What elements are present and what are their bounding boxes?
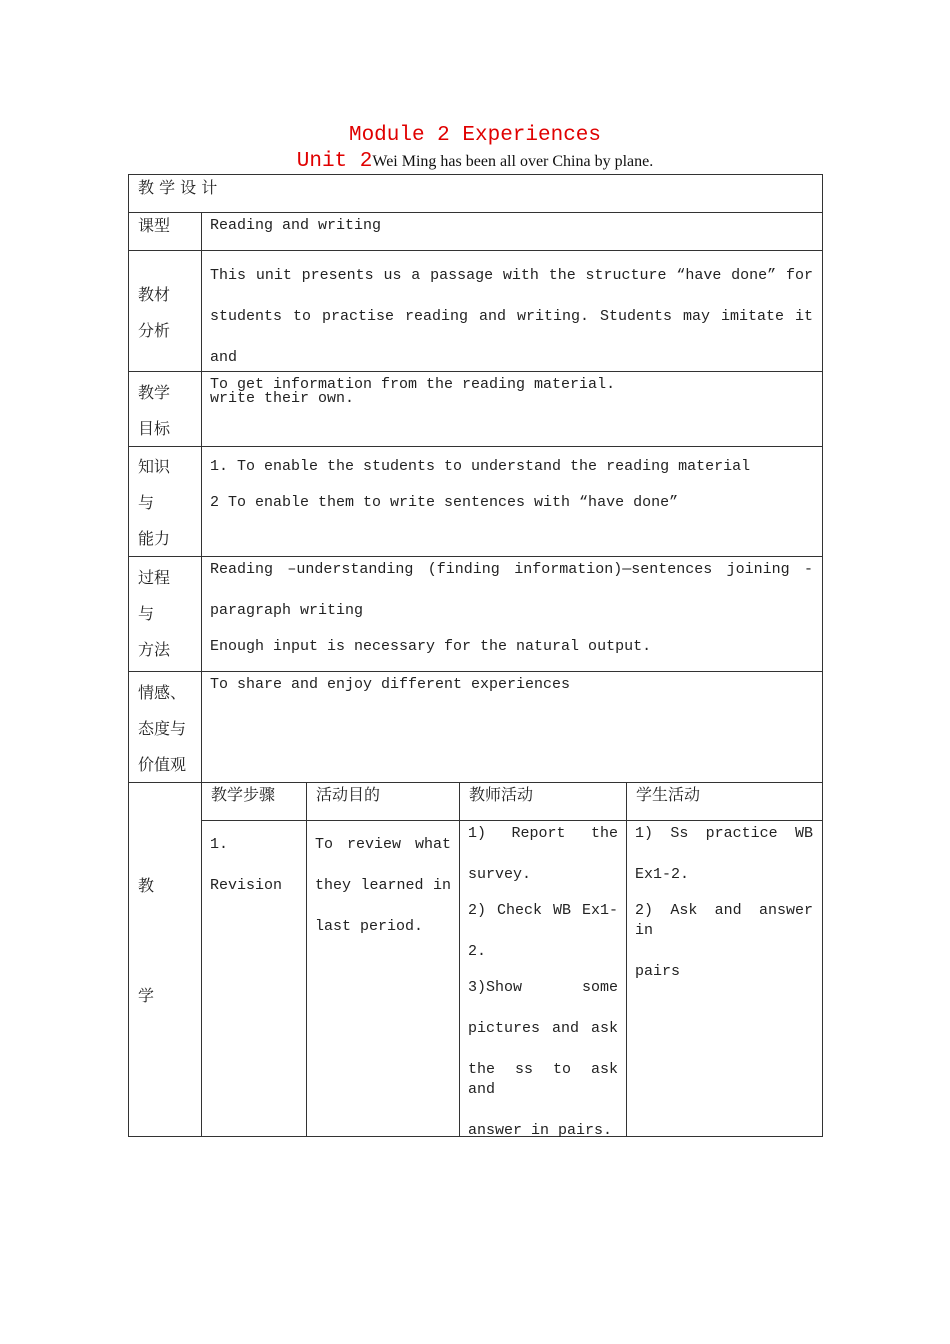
knowledge-label-line: 能力 (138, 529, 171, 548)
teacher-line: answer in pairs. (468, 1122, 613, 1139)
process-line: Reading –understanding (finding information)—sentences joining - (210, 561, 813, 578)
column-divider (626, 782, 627, 1137)
process-content (210, 560, 813, 657)
student-line: pairs (635, 963, 681, 980)
teacher-line: the ss to ask and (468, 1061, 618, 1098)
lesson-plan-table (128, 174, 823, 1137)
module-title: Module 2 Experiences (348, 124, 602, 147)
knowledge-line: 2 To enable them to write sentences with “have done” (210, 494, 679, 511)
goal-label-line: 目标 (138, 419, 171, 438)
header-activity-purpose: 活动目的 (316, 785, 381, 804)
emotion-label (138, 675, 186, 783)
column-divider (459, 782, 460, 1137)
emotion-label-line: 态度与 (138, 719, 187, 738)
column-divider (201, 212, 202, 1137)
student-line: 1) Ss practice WB (635, 825, 813, 842)
knowledge-label-line: 知识 (138, 457, 171, 476)
process-label (138, 560, 170, 668)
step-content (210, 824, 282, 906)
row-divider (128, 671, 823, 672)
knowledge-line: 1. To enable the students to understand the reading material (210, 458, 751, 475)
student-activity-content (635, 824, 813, 982)
process-label-line: 与 (138, 604, 155, 623)
purpose-content (315, 824, 451, 947)
step-line: 1. (210, 836, 229, 853)
row-divider (128, 556, 823, 557)
teacher-line: 1) Report the (468, 825, 618, 842)
course-type-label: 课型 (138, 216, 171, 235)
knowledge-content (210, 449, 750, 521)
header-student-activity: 学生活动 (636, 785, 701, 804)
step-line: Revision (210, 877, 283, 894)
teacher-line: 2) Check WB Ex1- (468, 902, 618, 919)
process-label-line: 方法 (138, 640, 171, 659)
course-type-value: Reading and writing (210, 217, 382, 234)
teacher-activity-content (468, 824, 618, 1141)
row-divider (128, 212, 823, 213)
student-line: Ex1-2. (635, 866, 690, 883)
student-line: 2) Ask and answer in (635, 902, 813, 939)
table-header: 教 学 设 计 (138, 178, 218, 197)
analysis-label-line: 分析 (138, 321, 171, 340)
row-divider (128, 250, 823, 251)
header-teaching-step: 教学步骤 (211, 785, 276, 804)
header-teacher-activity: 教师活动 (469, 785, 534, 804)
unit-number: Unit 2 (296, 150, 373, 173)
table-border-left (128, 174, 129, 1137)
row-divider (128, 446, 823, 447)
analysis-label (138, 277, 170, 349)
table-border-right (822, 174, 823, 1137)
teacher-line: 2. (468, 943, 487, 960)
process-line: paragraph writing (210, 602, 364, 619)
process-line: Enough input is necessary for the natural output. (210, 638, 652, 655)
table-border-top (128, 174, 823, 175)
purpose-line: they learned in (315, 877, 451, 894)
goal-label (138, 375, 170, 447)
analysis-label-line: 教材 (138, 285, 171, 304)
goal-content: To get information from the reading material. (210, 376, 616, 393)
analysis-line: This unit presents us a passage with the structure “have done” for (210, 267, 813, 284)
teacher-line: survey. (468, 866, 532, 883)
analysis-line: students to practise reading and writing. Students may imitate it and (210, 308, 813, 366)
column-divider (306, 782, 307, 1137)
process-label-line: 过程 (138, 568, 171, 587)
teacher-line: 3)Show some (468, 979, 618, 996)
teacher-line: pictures and ask (468, 1020, 618, 1037)
purpose-line: last period. (315, 918, 424, 935)
knowledge-label-line: 与 (138, 493, 155, 512)
row-divider (201, 820, 823, 821)
unit-subtitle (0, 150, 950, 173)
knowledge-label (138, 449, 170, 557)
emotion-label-line: 情感、 (138, 683, 187, 702)
row-divider (128, 782, 823, 783)
unit-title: Wei Ming has been all over China by plane. (372, 153, 654, 170)
analysis-line: write their own. (210, 390, 355, 407)
emotion-label-line: 价值观 (138, 755, 187, 774)
goal-label-line: 教学 (138, 383, 171, 402)
teaching-label-bottom: 学 (138, 986, 155, 1005)
teaching-label-top: 教 (138, 876, 155, 895)
purpose-line: To review what (315, 836, 451, 853)
emotion-content: To share and enjoy different experiences (210, 676, 571, 693)
